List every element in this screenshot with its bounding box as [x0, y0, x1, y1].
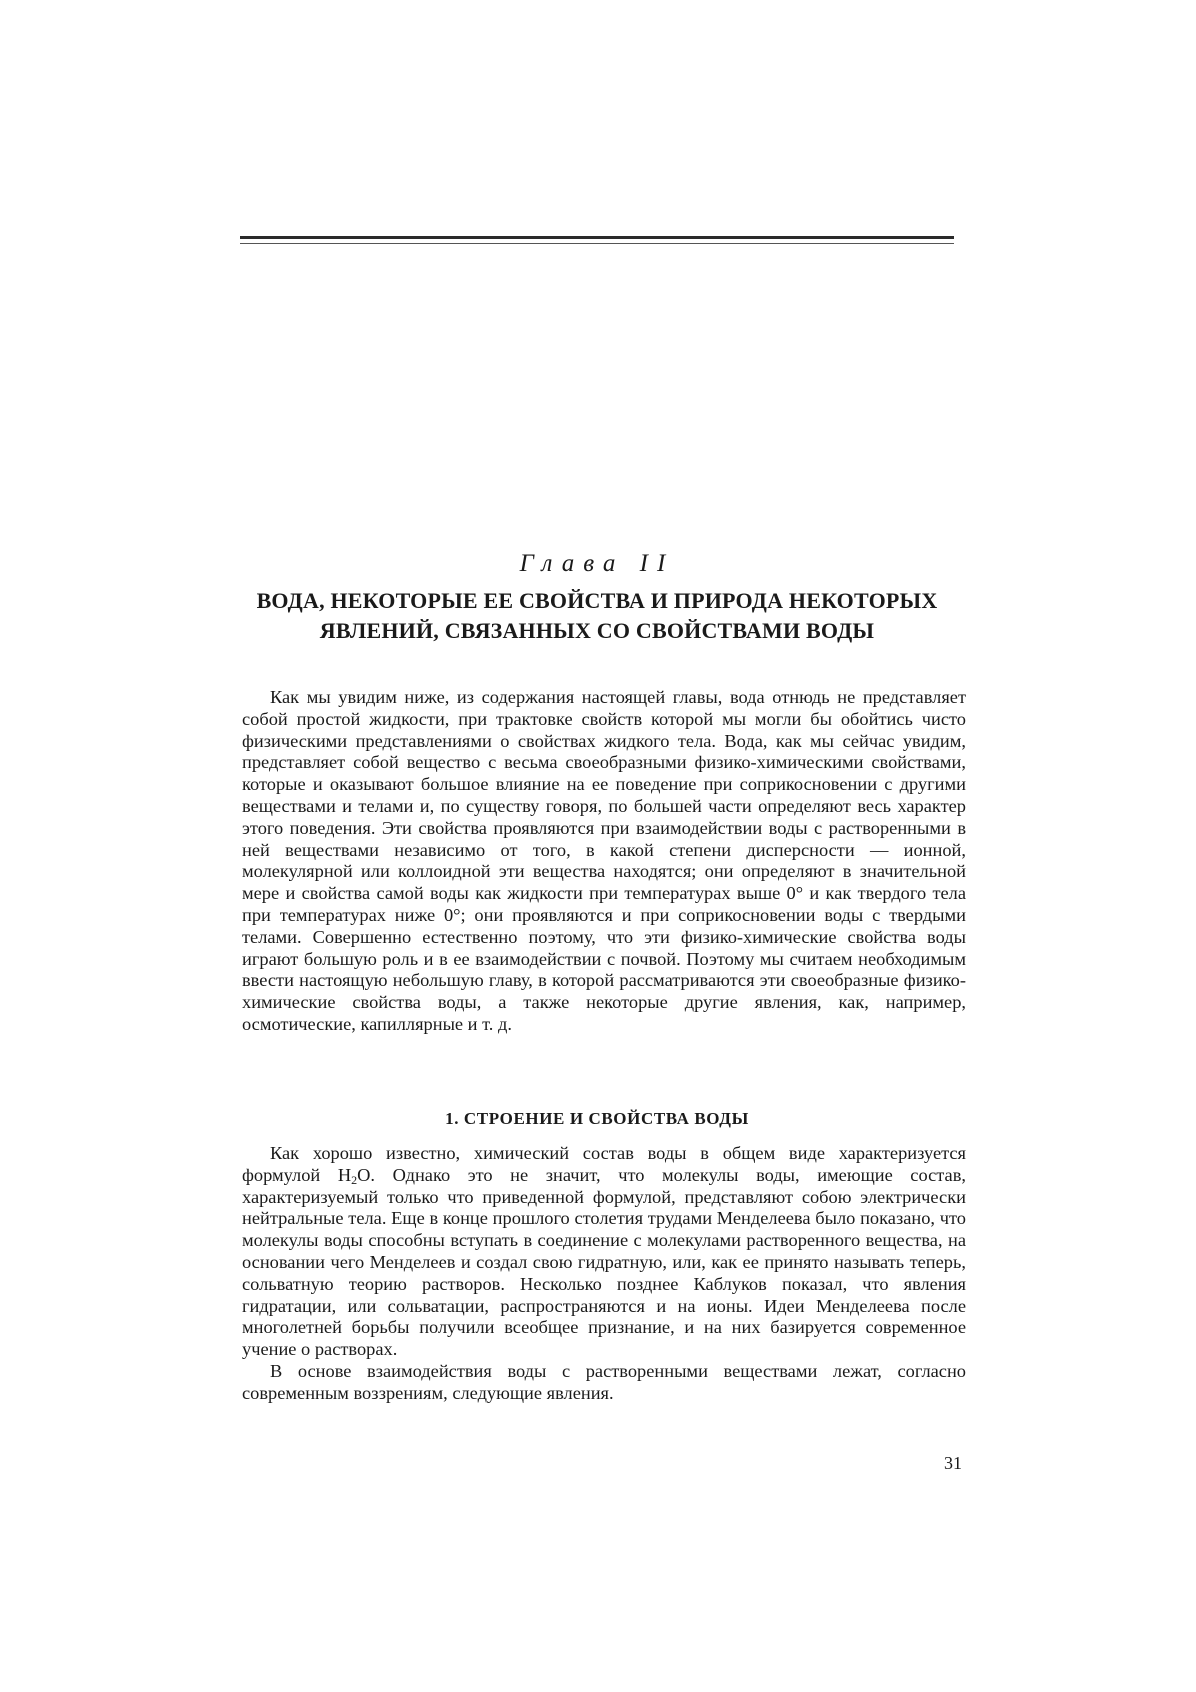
chapter-label: Глава II — [519, 550, 675, 577]
section-p1-before-formula: Как хорошо известно, химический состав воды в общем виде характеризуется формулой H — [242, 1143, 966, 1185]
intro-paragraph: Как мы увидим ниже, из содержания настоящей главы, вода отнюдь не представляет собой простой жидкости, при трактовке свойств которой мы могли бы обойтись чисто физическими представлениями о свойствах жидкого тела. Вода, как мы сейчас увидим, представляет собой вещество с весьма своеобразными физико-химическими свойствами, которые и оказывают большое влияние на ее поведение при соприкосновении с другими веществами и телами и, по существу говоря, по большей части определяют весь характер этого поведения. Эти свойства проявляются при взаимодействии воды с растворенными в ней веществами независимо от того, в какой степени дисперсности — ионной, молекулярной или коллоидной эти вещества находятся; они определяют в значительной мере и свойства самой воды как жидкости при температурах выше 0° и как твердого тела при температурах ниже 0°; они проявляются и при соприкосновении воды с твердыми телами. Совершенно естественно поэтому, что эти физико-химические свойства воды играют большую роль и в ее взаимодействии с почвой. Поэтому мы считаем необходимым ввести настоящую небольшую главу, в которой рассматриваются эти своеобразные физико-химические свойства воды, а также некоторые другие явления, как, например, осмотические, капиллярные и т. д. — [242, 687, 966, 1034]
top-rule — [240, 236, 954, 239]
chapter-title — [240, 586, 954, 646]
section-text — [242, 1143, 966, 1405]
chapter-title-line-2: ЯВЛЕНИЙ, СВЯЗАННЫХ СО СВОЙСТВАМИ ВОДЫ — [319, 618, 875, 643]
top-rule-thin — [240, 243, 954, 244]
section-heading: 1. СТРОЕНИЕ И СВОЙСТВА ВОДЫ — [445, 1109, 749, 1128]
section-paragraph-1 — [242, 1143, 966, 1361]
intro-text — [242, 687, 966, 1036]
section-p1-after-formula: O. Однако это не значит, что молекулы воды, имеющие состав, характеризуемый только что приведенной формулой, представляют собою электрически нейтральные тела. Еще в конце прошлого столетия трудами Менделеева было показано, что молекулы воды способны вступать в соединение с молекулами растворенного вещества, на основании чего Менделеев и создал свою гидратную, или, как ее принято называть теперь, сольватную теорию растворов. Несколько позднее Каблуков показал, что явления гидратации, или сольватации, распространяются и на ионы. Идеи Менделеева после многолетней борьбы получили всеобщее признание, и на них базируется современное учение о растворах. — [242, 1164, 966, 1360]
formula-subscript: 2 — [351, 1172, 358, 1187]
chapter-title-line-1: ВОДА, НЕКОТОРЫЕ ЕЕ СВОЙСТВА И ПРИРОДА НЕКОТОРЫХ — [256, 588, 938, 613]
section-paragraph-2: В основе взаимодействия воды с растворенными веществами лежат, согласно современным воззрениям, следующие явления. — [242, 1360, 966, 1403]
page-number: 31 — [944, 1453, 962, 1473]
